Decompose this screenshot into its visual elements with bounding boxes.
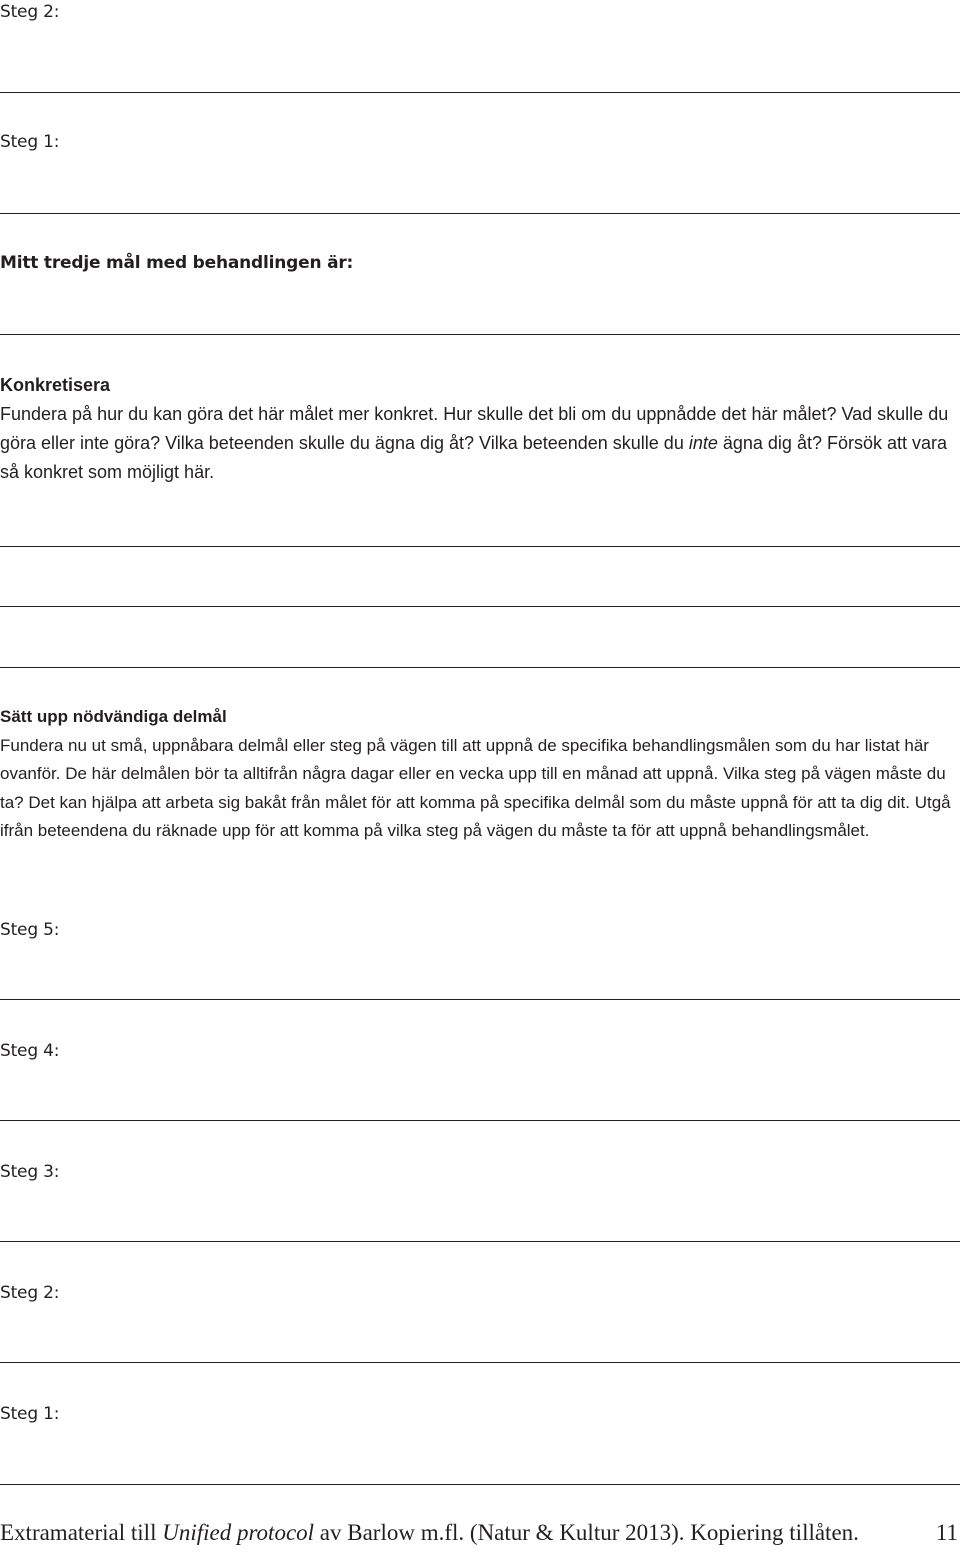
step-2-label: Steg 2: [0,1283,60,1303]
footer-suffix: av Barlow m.fl. (Natur & Kultur 2013). Kopiering tillåten. [314,1520,859,1545]
step-1-label-top: Steg 1: [0,132,60,152]
answer-line [0,1362,960,1363]
answer-line [0,546,960,547]
concretize-text-part1: Fundera på hur du kan göra det här målet mer konkret. Hur skulle det bli om du uppnådde det här målet? Vad skulle du göra eller inte göra? Vilka beteenden skulle du ägna dig åt? Vilka beteenden skulle du [0,404,949,453]
footer-prefix: Extramaterial till [0,1520,163,1545]
answer-line [0,667,960,668]
concretize-text-part2: ägna dig åt? Försök att vara så konkret som möjligt här. [0,433,948,482]
footer-credit [0,1520,859,1546]
footer-book-title: Unified protocol [162,1520,315,1545]
step-3-label: Steg 3: [0,1162,60,1182]
subgoals-text: Fundera nu ut små, uppnåbara delmål eller steg på vägen till att uppnå de specifika behandlingsmålen som du har listat här ovanför. De här delmålen bör ta alltifrån några dagar eller en vecka upp till en månad att uppnå. Vilka steg på vägen måste du ta? Det kan hjälpa att arbeta sig bakåt från målet för att komma på specifika delmål som du måste uppnå för att ta dig dit. Utgå ifrån beteendena du räknade upp för att komma på vilka steg på vägen du måste ta för att uppnå behandlingsmålet. [0,735,951,840]
answer-line [0,92,960,93]
concretize-text-italic: inte [688,433,718,453]
concretize-section [0,371,955,487]
concretize-text [0,400,955,487]
subgoals-section [0,703,960,846]
step-2-label-top: Steg 2: [0,2,60,22]
answer-line [0,1484,960,1485]
answer-line [0,1241,960,1242]
answer-line [0,999,960,1000]
step-4-label: Steg 4: [0,1041,60,1061]
step-5-label: Steg 5: [0,920,60,940]
answer-line [0,606,960,607]
page-number: 11 [935,1520,958,1545]
answer-line [0,1120,960,1121]
answer-line [0,334,960,335]
answer-line [0,213,960,214]
concretize-heading: Konkretisera [0,375,111,395]
subgoals-heading: Sätt upp nödvändiga delmål [0,707,227,726]
goal-3-heading: Mitt tredje mål med behandlingen är: [0,253,354,273]
step-1-label: Steg 1: [0,1404,60,1424]
